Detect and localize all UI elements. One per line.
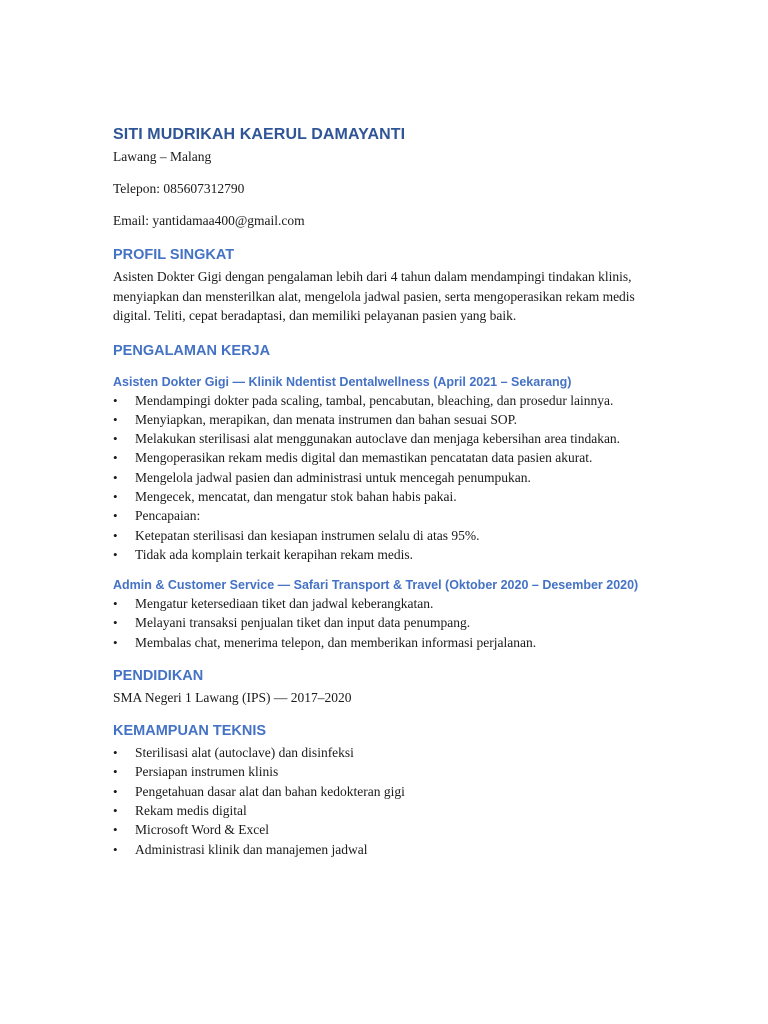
bullet-icon: • — [113, 615, 118, 631]
list-item: • Pengetahuan dasar alat dan bahan kedokteran gigi — [113, 782, 673, 801]
list-item: • Ketepatan sterilisasi dan kesiapan instrumen selalu di atas 95%. — [113, 526, 673, 545]
bullet-icon: • — [113, 745, 118, 761]
location-line: Lawang – Malang — [113, 149, 212, 164]
profile-text: Asisten Dokter Gigi dengan pengalaman lebih dari 4 tahun dalam mendampingi tindakan klinis, menyiapkan dan mensterilkan alat, mengelola jadwal pasien, serta mengoperasikan rekam medis digital. Teliti, cepat beradaptasi, dan memiliki pelayanan pasien yang baik. — [113, 269, 635, 323]
list-item: • Sterilisasi alat (autoclave) dan disinfeksi — [113, 743, 673, 762]
list-item: • Tidak ada komplain terkait kerapihan rekam medis. — [113, 545, 673, 564]
list-item: • Melayani transaksi penjualan tiket dan input data penumpang. — [113, 613, 673, 632]
bullet-icon: • — [113, 822, 118, 838]
bullet-icon: • — [113, 596, 118, 612]
bullet-icon: • — [113, 634, 118, 650]
list-item: • Menyiapkan, merapikan, dan menata instrumen dan bahan sesuai SOP. — [113, 410, 673, 429]
bullet-icon: • — [113, 469, 118, 485]
bullet-icon: • — [113, 783, 118, 799]
skills-bullet-list — [113, 743, 673, 859]
section-title-profile: PROFIL SINGKAT — [113, 247, 235, 263]
job-1-bullet-list — [113, 391, 673, 565]
list-item: • Microsoft Word & Excel — [113, 820, 673, 839]
resume-content — [113, 124, 673, 859]
job-heading-2: Admin & Customer Service — Safari Transport & Travel (Oktober 2020 – Desember 2020) — [113, 578, 639, 593]
bullet-icon: • — [113, 411, 118, 427]
list-item: • Mengoperasikan rekam medis digital dan memastikan pencatatan data pasien akurat. — [113, 448, 673, 467]
email-line: Email: yantidamaa400@gmail.com — [113, 213, 305, 228]
bullet-icon: • — [113, 488, 118, 504]
bullet-icon: • — [113, 841, 118, 857]
list-item: • Mengelola jadwal pasien dan administrasi untuk mencegah penumpukan. — [113, 468, 673, 487]
list-item: • Persiapan instrumen klinis — [113, 762, 673, 781]
bullet-icon: • — [113, 392, 118, 408]
bullet-icon: • — [113, 527, 118, 543]
list-item: • Mengatur ketersediaan tiket dan jadwal keberangkatan. — [113, 594, 673, 613]
bullet-icon: • — [113, 431, 118, 447]
list-item: • Administrasi klinik dan manajemen jadwal — [113, 840, 673, 859]
bullet-icon: • — [113, 546, 118, 562]
job-heading-1: Asisten Dokter Gigi — Klinik Ndentist Dentalwellness (April 2021 – Sekarang) — [113, 374, 572, 389]
list-item: • Rekam medis digital — [113, 801, 673, 820]
bullet-icon: • — [113, 802, 118, 818]
bullet-icon: • — [113, 508, 118, 524]
bullet-icon: • — [113, 764, 118, 780]
list-item: • Mendampingi dokter pada scaling, tambal, pencabutan, bleaching, dan prosedur lainnya. — [113, 391, 673, 410]
education-entry: SMA Negeri 1 Lawang (IPS) — 2017–2020 — [113, 690, 352, 706]
section-title-experience: PENGALAMAN KERJA — [113, 342, 271, 359]
candidate-name: SITI MUDRIKAH KAERUL DAMAYANTI — [113, 126, 406, 143]
list-item: • Membalas chat, menerima telepon, dan memberikan informasi perjalanan. — [113, 633, 673, 652]
bullet-icon: • — [113, 450, 118, 466]
phone-line: Telepon: 085607312790 — [113, 181, 245, 196]
list-item: • Mengecek, mencatat, dan mengatur stok bahan habis pakai. — [113, 487, 673, 506]
list-item: • Melakukan sterilisasi alat menggunakan autoclave dan menjaga kebersihan area tindakan. — [113, 429, 673, 448]
job-2-bullet-list — [113, 594, 673, 652]
section-title-education: PENDIDIKAN — [113, 668, 204, 685]
list-item: • Pencapaian: — [113, 506, 673, 525]
section-title-skills: KEMAMPUAN TEKNIS — [113, 723, 267, 740]
